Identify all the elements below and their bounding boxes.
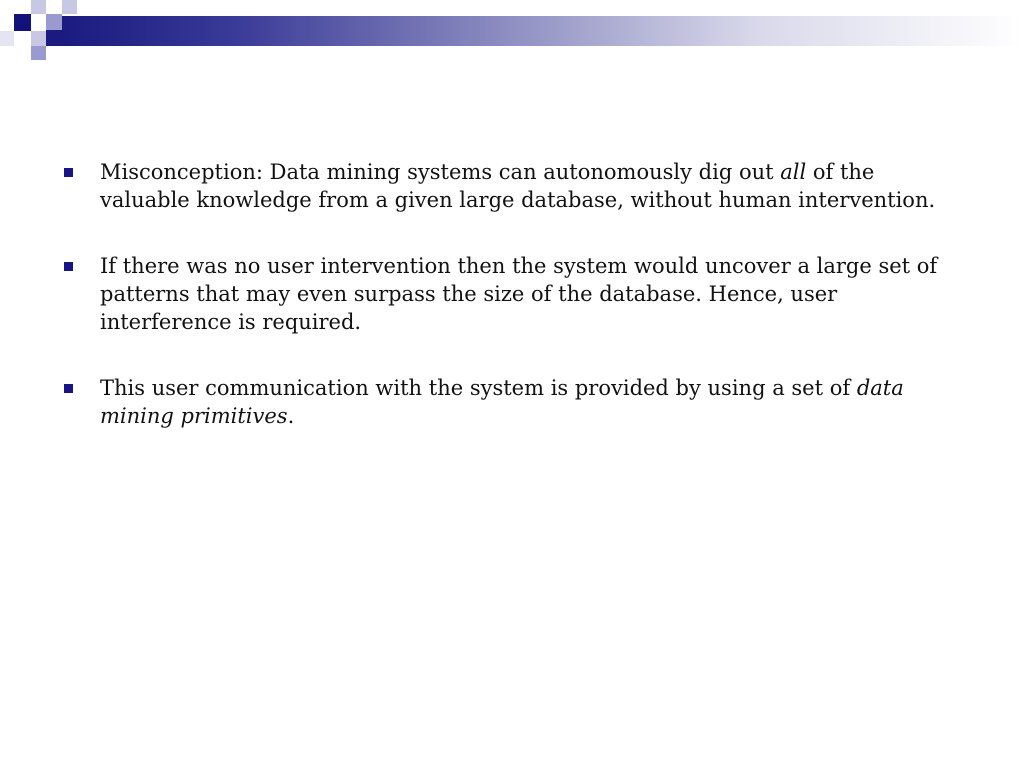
emphasis-text: data mining primitives [100,376,904,428]
bullet-item-misconception [64,158,964,214]
decorative-square [31,0,46,14]
square-bullet-icon [64,384,73,393]
bullet-text: Misconception: Data mining systems can autonomously dig out all of the valuable knowledge from a given large database, without human intervention. [100,160,936,212]
bullet-item-user-intervention [64,252,964,336]
square-bullet-icon [64,168,73,177]
emphasis-text: all [780,160,807,184]
header-gradient-band [62,16,1024,46]
decorative-square [31,31,46,46]
square-bullet-icon [64,262,73,271]
decorative-square [14,14,31,31]
decorative-square [0,31,14,46]
bullet-item-primitives [64,374,964,430]
decorative-square [46,14,62,30]
decorative-square [31,46,46,60]
decorative-square [46,30,62,46]
bullet-text: If there was no user intervention then the system would uncover a large set of patterns that may even surpass the size of the database. Hence, user interference is required. [100,254,938,334]
bullet-text: This user communication with the system is provided by using a set of data mining primitives. [100,376,904,428]
slide-body [64,158,964,468]
decorative-square [62,0,77,14]
